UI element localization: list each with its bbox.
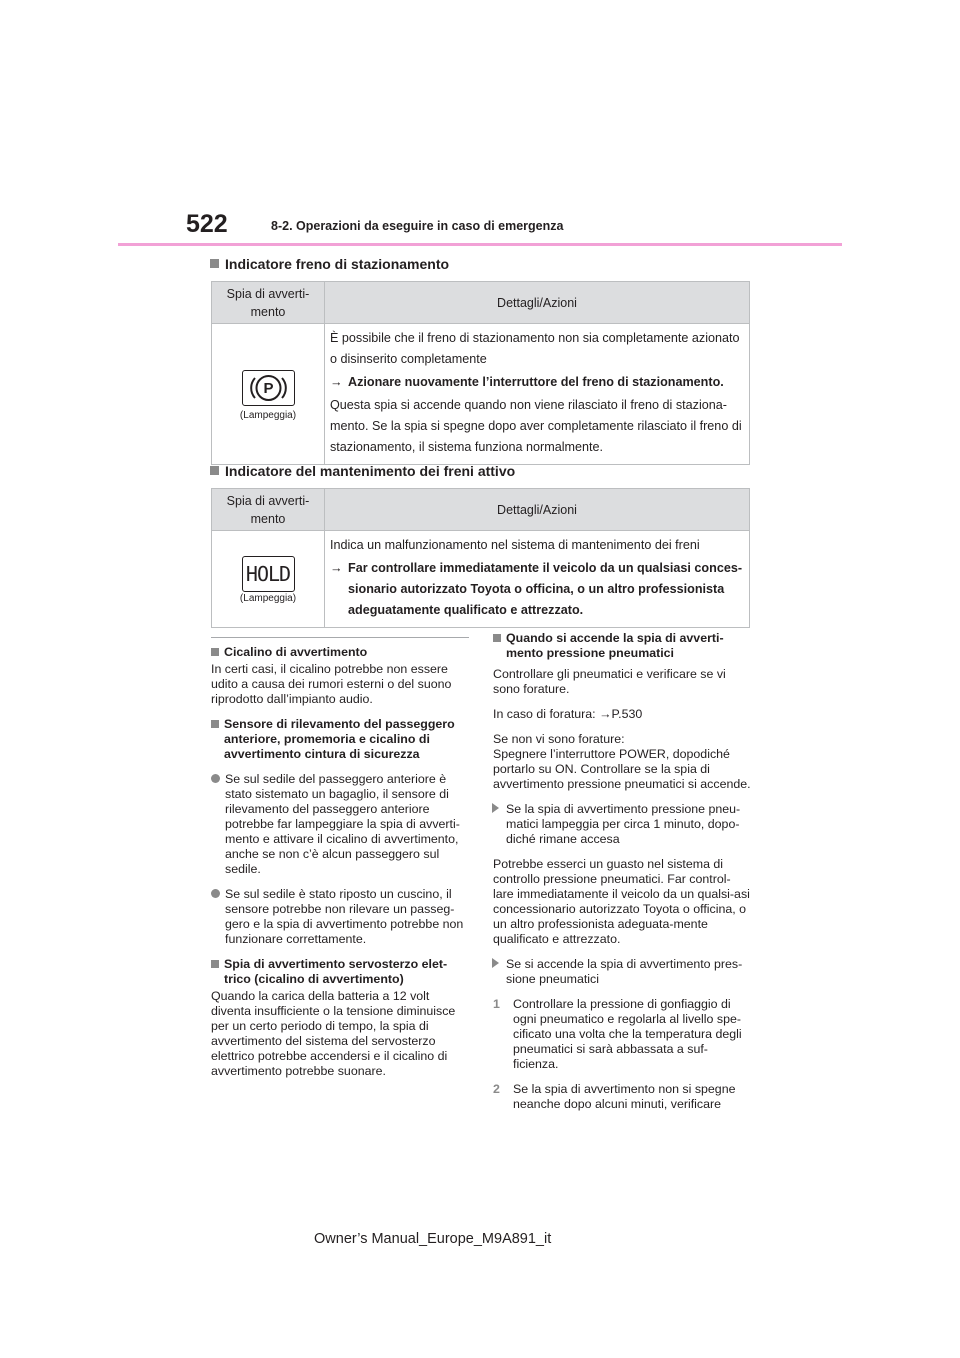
parking-brake-table [211,281,750,465]
note-heading: Quando si accende la spia di avverti-mento pressione pneumatici [493,631,751,661]
flashing-label: (Lampeggia) [239,409,297,421]
square-bullet-icon [211,648,219,656]
brake-hold-table [211,488,750,628]
note-text: In caso di foratura: →P.530 [493,707,643,721]
note-heading: Cicalino di avvertimento [211,645,469,660]
list-item: Se sul sedile del passeggero anteriore è stato sistemato un bagaglio, il sensore di rilevamento del passeggero anteriore potrebbe far lampeggiare la spia di avverti-mento e attivare il cicalino di avvertimento, anche se non c’è alcun passeggero sul sedile. [211,772,469,877]
arrow-icon: → [599,707,612,721]
square-bullet-icon [211,720,219,728]
col-warning-header: Spia di avverti- mento [212,489,325,531]
header-rule [118,243,842,246]
circle-bullet-icon [211,774,220,783]
parking-brake-P-icon [242,370,295,406]
note-text: Quando la carica della batteria a 12 volt diventa insufficiente o la tensione diminuisce per un certo periodo di tempo, la spia di avvertimento del sistema del servosterzo elettrico potrebbe accendersi e il cicalino di avvertimento potrebbe suonare. [211,989,456,1078]
warning-icon-cell [212,531,325,628]
details-text: Indica un malfunzionamento nel sistema di mantenimento dei freni [330,538,700,552]
section-title: 8-2. Operazioni da eseguire in caso di emergenza [271,219,564,233]
step-item: 2 Se la spia di avvertimento non si spegne neanche dopo alcuni minuti, verificare [493,1082,736,1111]
col-details-header: Dettagli/Azioni [325,489,750,531]
triangle-bullet-icon [492,803,499,813]
note-text: Controllare gli pneumatici e verificare se vi sono forature. [493,667,726,696]
arrow-icon: → [330,375,343,389]
heading-parking-brake: Indicatore freno di stazionamento [210,256,449,272]
col-details-header: Dettagli/Azioni [325,282,750,324]
flashing-label: (Lampeggia) [239,593,297,604]
note-text: In certi casi, il cicalino potrebbe non essere udito a causa dei rumori esterni o del suono riprodotto dall’impianto audio. [211,662,452,706]
square-bullet-icon [210,466,219,475]
right-column [493,631,751,1112]
column-rule [211,637,469,638]
note-text: Se non vi sono forature: Spegnere l’interruttore POWER, dopodiché portarlo su ON. Controllare se la spia di avvertimento pressione pneumatici si accende. [493,732,751,791]
square-bullet-icon [210,259,219,268]
square-bullet-icon [493,634,501,642]
note-heading: Spia di avvertimento servosterzo elet-trico (cicalino di avvertimento) [211,957,469,987]
note-text: Potrebbe esserci un guasto nel sistema di controllo pressione pneumatici. Far control-lare immediatamente il veicolo da un qualsi-asi concessionario autorizzato Toyota o officina, o un altro professionista adeguata-mente qualificato e attrezzato. [493,857,750,946]
details-text: È possibile che il freno di stazionamento non sia completamente azionato o disinserito completamente [330,331,740,366]
details-text-2: Questa spia si accende quando non viene rilasciato il freno di staziona-mento. Se la spia si spegne dopo aver completamente rilasciato il freno di stazionamento, il sistema funziona normalmente. [330,398,742,454]
square-bullet-icon [211,960,219,968]
list-item: Se si accende la spia di avvertimento pres-sione pneumatici [493,957,751,987]
step-item: 1 Controllare la pressione di gonfiaggio di ogni pneumatico e regolarla al livello spe-cificato una volta che la temperatura degli pneumatici si sarà abbassata a suf-ficienza. [493,997,742,1071]
action-line: → Azionare nuovamente l’interruttore del freno di stazionamento. [330,372,745,393]
left-column [211,645,469,1079]
arrow-icon: → [330,561,343,575]
footer-manual-id: Owner’s Manual_Europe_M9A891_it [314,1231,552,1247]
page-number: 522 [186,210,228,238]
details-cell [325,531,750,628]
details-cell [325,324,750,465]
page-reference-link[interactable]: P.530 [611,707,643,721]
action-line: → Far controllare immediatamente il veicolo da un qualsiasi conces-sionario autorizzato Toyota o officina, o un altro professionista adeguatamente qualificato e attrezzato. [330,558,745,621]
HOLD-icon: HOLD [242,556,295,592]
list-item: Se sul sedile è stato riposto un cuscino, il sensore potrebbe non rilevare un passeg-gero e la spia di avvertimento potrebbe non funzionare correttamente. [211,887,469,947]
triangle-bullet-icon [492,958,499,968]
circle-bullet-icon [211,889,220,898]
svg-text:P: P [262,379,274,397]
col-warning-header: Spia di avverti- mento [212,282,325,324]
warning-icon-cell [212,324,325,465]
list-item: Se la spia di avvertimento pressione pneu-matici lampeggia per circa 1 minuto, dopo-diché rimane accesa [493,802,751,847]
note-heading: Sensore di rilevamento del passeggero anteriore, promemoria e cicalino di avvertimento cintura di sicurezza [211,717,469,762]
heading-brake-hold: Indicatore del mantenimento dei freni attivo [210,463,515,479]
